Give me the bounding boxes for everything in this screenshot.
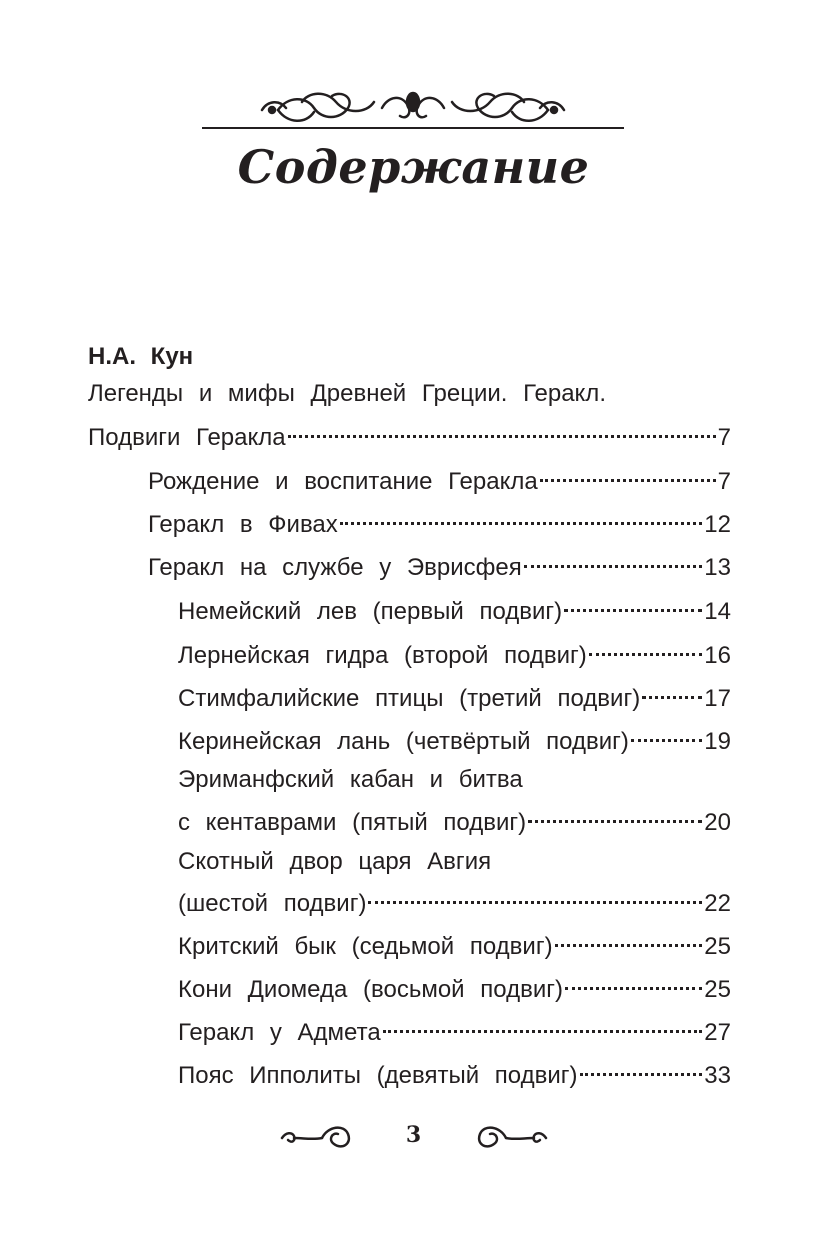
dot-leader (368, 900, 702, 904)
dot-leader (288, 434, 716, 438)
toc-entry[interactable] (178, 677, 731, 721)
toc-entry[interactable] (178, 801, 731, 845)
toc-entry[interactable] (178, 925, 731, 969)
dot-leader (540, 478, 716, 482)
toc-entry-page: 16 (704, 642, 731, 669)
toc-entry-page: 14 (704, 598, 731, 625)
toc-entry-page: 27 (704, 1019, 731, 1046)
toc-entry-label: Подвиги Геракла (88, 424, 286, 451)
dot-leader (528, 819, 702, 823)
toc-entry-page: 7 (717, 468, 731, 495)
toc-entry[interactable] (148, 460, 731, 504)
toc-entry-label: Геракл в Фивах (148, 511, 338, 538)
dot-leader (564, 608, 702, 612)
toc-entry-page: 19 (704, 728, 731, 755)
toc-entry-page: 12 (704, 511, 731, 538)
toc-entry-page: 7 (717, 424, 731, 451)
toc-entry-label: (шестой подвиг) (178, 890, 367, 917)
toc-entry-label: Эриманфский кабан и битва (178, 766, 523, 793)
dot-leader (555, 943, 703, 947)
toc-entry-label: Кони Диомеда (восьмой подвиг) (178, 976, 563, 1003)
dot-leader (589, 652, 703, 656)
toc-entry[interactable] (148, 546, 731, 590)
toc-entry-label: Стимфалийские птицы (третий подвиг) (178, 685, 641, 712)
toc-entry[interactable] (178, 968, 731, 1012)
toc-entry-label: Керинейская лань (четвёртый подвиг) (178, 728, 629, 755)
page-number: 3 (405, 1122, 422, 1148)
toc-entry-label: Пояс Ипполиты (девятый подвиг) (178, 1062, 578, 1089)
dot-leader (631, 738, 702, 742)
toc-entry[interactable] (178, 882, 731, 926)
page-title: Содержание (237, 140, 590, 194)
toc-entry[interactable] (178, 1011, 731, 1055)
toc-entry[interactable] (148, 503, 731, 547)
toc-entry[interactable] (178, 590, 731, 634)
author-name: Н.А. Кун (88, 343, 194, 370)
toc-entry-label: Немейский лев (первый подвиг) (178, 598, 563, 625)
dot-leader (642, 695, 702, 699)
swirl-right-icon (470, 1118, 550, 1154)
toc-entry[interactable] (178, 634, 731, 678)
toc-entry-label: Критский бык (седьмой подвиг) (178, 933, 553, 960)
toc-entry-page: 25 (704, 933, 731, 960)
toc-entry-label: Скотный двор царя Авгия (178, 848, 492, 875)
toc-entry-label: Лернейская гидра (второй подвиг) (178, 642, 587, 669)
toc-entry-page: 33 (704, 1062, 731, 1089)
toc-entry-label: Геракл на службе у Эврисфея (148, 554, 522, 581)
toc-entry-page: 20 (704, 809, 731, 836)
toc-entry[interactable] (88, 416, 731, 460)
toc-entry-page: 13 (704, 554, 731, 581)
toc-entry-label: Геракл у Адмета (178, 1019, 381, 1046)
dot-leader (383, 1029, 703, 1033)
dot-leader (565, 986, 702, 990)
book-title-line: Легенды и мифы Древней Греции. Геракл. (88, 380, 606, 407)
toc-entry-page: 25 (704, 976, 731, 1003)
toc-entry[interactable] (178, 1054, 731, 1098)
dot-leader (524, 564, 703, 568)
toc-entry-page: 17 (704, 685, 731, 712)
toc-entry-page: 22 (704, 890, 731, 917)
toc-entry-label: Рождение и воспитание Геракла (148, 468, 538, 495)
dot-leader (580, 1072, 703, 1076)
dot-leader (340, 521, 703, 525)
toc-entry-label: с кентаврами (пятый подвиг) (178, 809, 527, 836)
